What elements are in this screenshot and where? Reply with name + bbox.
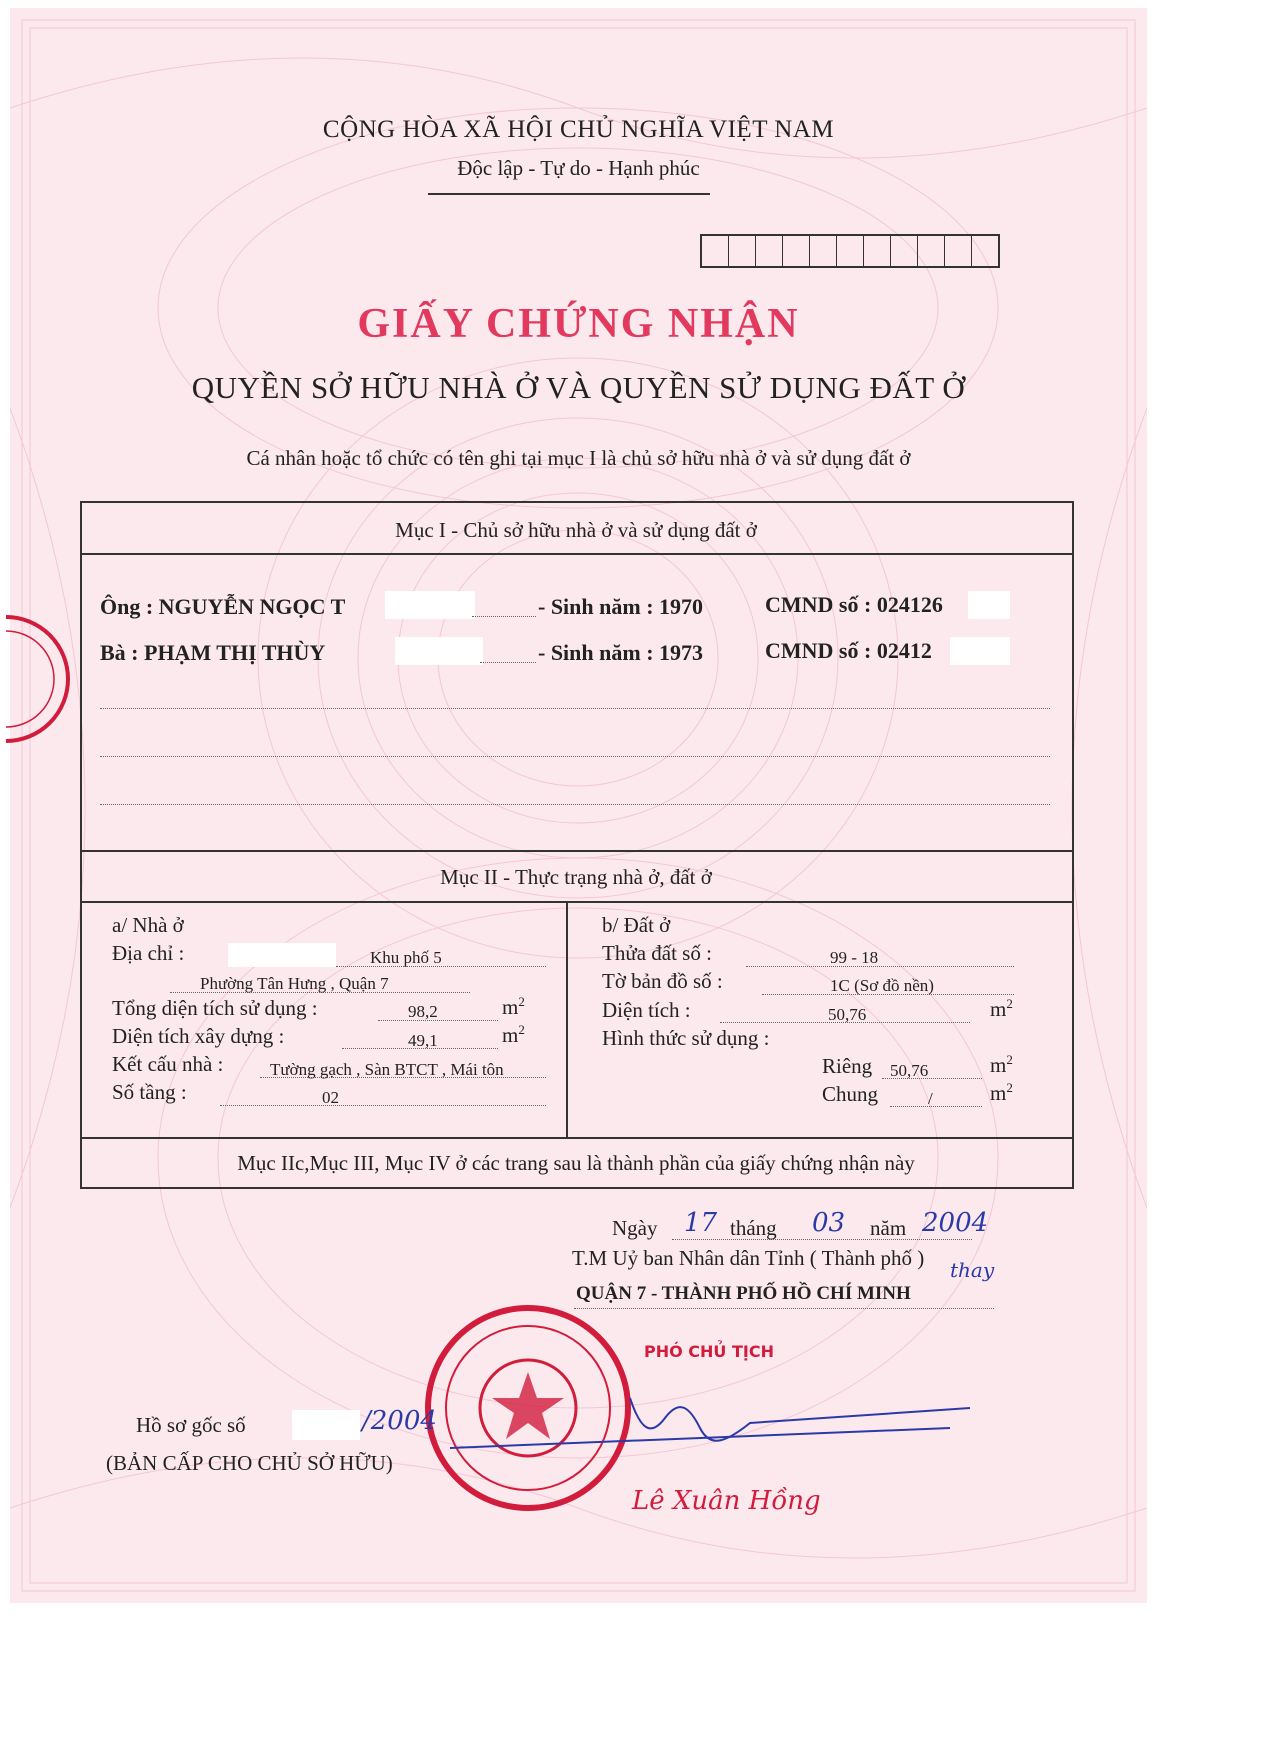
land-area-value: 50,76 [828,1005,867,1024]
plot-value: 99 - 18 [830,948,879,967]
total-area-unit: $m^2$ [502,994,525,1019]
signer-role: PHÓ CHỦ TỊCH [644,1342,774,1361]
structure-label: Kết cấu nhà : [112,1052,224,1076]
republic-header: CỘNG HÒA XÃ HỘI CHỦ NGHĨA VIỆT NAM [322,116,835,143]
intro-text: Cá nhân hoặc tổ chức có tên ghi tại mục I là chủ sở hữu nhà ở và sử dụng đất ở [246,446,911,470]
section-2-heading: Mục II - Thực trạng nhà ở, đất ở [440,865,712,889]
owner-1-birth: - Sinh năm : 1970 [538,594,704,619]
redaction [228,943,336,967]
redaction [292,1410,360,1440]
address-line-2: Phường Tân Hưng , Quận 7 [200,974,389,993]
address-label: Địa chỉ : [112,941,185,965]
build-area-label: Diện tích xây dựng : [112,1024,285,1048]
section-1-heading: Mục I - Chủ sở hữu nhà ở và sử dụng đất ở [395,518,757,542]
redaction [950,637,1010,665]
footer-note: Mục IIc,Mục III, Mục IV ở các trang sau là thành phần của giấy chứng nhận này [237,1151,915,1175]
serial-number-boxes [700,234,1000,268]
land-heading: b/ Đất ở [602,913,671,937]
certificate-page [10,8,1147,1603]
owner-2-name: Bà : PHẠM THỊ THÙY [100,640,326,665]
land-area-label: Diện tích : [602,998,691,1022]
file-number: /2004 [362,1406,437,1436]
floors-label: Số tầng : [112,1080,187,1104]
date-year: 2004 [922,1208,989,1238]
redaction [385,591,475,619]
owner-1-id: CMND số : 024126 [765,592,943,617]
redaction [968,591,1010,619]
owner-2-id: CMND số : 02412 [765,638,932,663]
signer-name: Lê Xuân Hồng [632,1486,821,1516]
district-authority: QUẬN 7 - THÀNH PHỐ HỒ CHÍ MINH [576,1283,911,1304]
shared-value: / [928,1089,933,1108]
redaction [395,637,483,665]
date-month: 03 [812,1208,846,1238]
certificate-subtitle: QUYỀN SỞ HỮU NHÀ Ở VÀ QUYỀN SỬ DỤNG ĐẤT Ở [191,370,966,405]
motto-underline [428,193,710,195]
shared-unit: $m^2$ [990,1080,1013,1105]
map-value: 1C (Sơ đồ nền) [830,976,934,995]
motto: Độc lập - Tự do - Hạnh phúc [457,156,700,180]
map-label: Tờ bản đồ số : [602,969,723,993]
structure-value: Tường gạch , Sàn BTCT , Mái tôn [270,1060,504,1079]
signature [450,1388,990,1458]
owner-2-birth: - Sinh năm : 1973 [538,640,704,665]
date-day: 17 [684,1208,718,1238]
total-area-value: 98,2 [408,1002,438,1021]
edge-stamp-seal [6,604,76,754]
private-unit: $m^2$ [990,1052,1013,1077]
build-area-value: 49,1 [408,1031,438,1050]
date-year-label: năm [870,1216,907,1240]
usage-label: Hình thức sử dụng : [602,1026,770,1050]
handwritten-tag: thay [950,1258,995,1282]
authority: T.M Uỷ ban Nhân dân Tỉnh ( Thành phố ) [572,1246,925,1270]
file-number-label: Hồ sơ gốc số [136,1413,246,1437]
land-area-unit: $m^2$ [990,996,1013,1021]
floors-value: 02 [322,1088,339,1107]
address-value: Khu phố 5 [370,948,442,967]
house-heading: a/ Nhà ở [112,913,184,937]
certificate-title: GIẤY CHỨNG NHẬN [357,301,800,347]
date-day-label: Ngày [612,1216,658,1240]
plot-label: Thửa đất số : [602,941,712,965]
owner-1-name: Ông : NGUYỄN NGỌC T [100,594,346,619]
private-value: 50,76 [890,1061,929,1080]
total-area-label: Tổng diện tích sử dụng : [112,996,318,1020]
build-area-unit: $m^2$ [502,1022,525,1047]
shared-label: Chung [822,1082,879,1106]
copy-note: (BẢN CẤP CHO CHỦ SỞ HỮU) [106,1451,393,1475]
date-month-label: tháng [730,1216,777,1240]
private-label: Riêng [822,1054,873,1078]
